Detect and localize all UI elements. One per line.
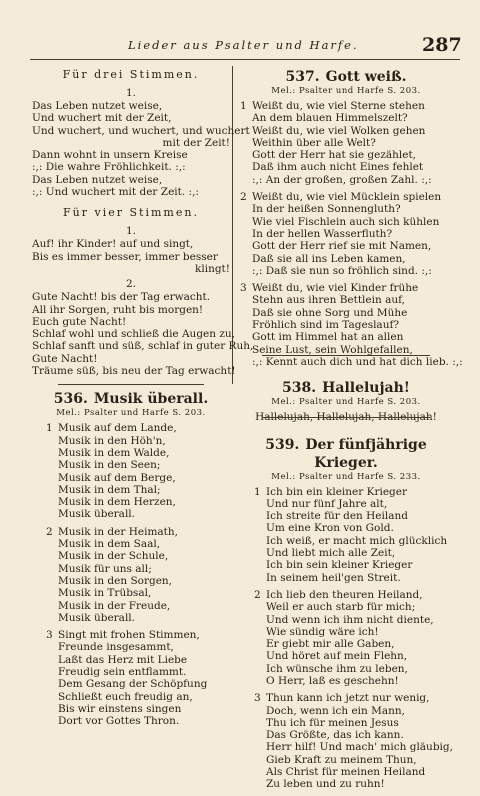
verse-text: Musik in den Seen; xyxy=(58,459,161,472)
verse-line xyxy=(240,614,452,626)
verse-line xyxy=(240,149,452,161)
stanza xyxy=(240,692,452,790)
hymn-539-title xyxy=(240,436,452,472)
section-rule xyxy=(262,417,430,418)
verse-line xyxy=(32,703,230,715)
hymn-536-stanzas xyxy=(32,422,230,727)
verse-line xyxy=(240,559,452,571)
verse-text: Freudig sein entflammt. xyxy=(58,665,187,678)
section-heading-four-voices: Für vier Stimmen. xyxy=(63,206,199,220)
verse-text: Um eine Kron von Gold. xyxy=(266,522,394,535)
stanza xyxy=(32,422,230,520)
verse-text: Und nur fünf Jahre alt, xyxy=(266,497,388,510)
verse-text: Musik überall. xyxy=(58,508,135,521)
text-line: Und wuchert, und wuchert, und wuchert xyxy=(32,124,250,137)
verse-line xyxy=(240,638,452,650)
verse-text: Musik auf dem Berge, xyxy=(58,471,176,484)
verse-line xyxy=(240,137,452,149)
verse-text: Und höret auf mein Flehn, xyxy=(266,650,408,663)
text-line: Und wuchert mit der Zeit, xyxy=(32,112,172,125)
verse-text: Weithin über alle Welt? xyxy=(252,136,376,149)
text-line: Gute Nacht! xyxy=(32,352,98,365)
verse-line xyxy=(32,472,230,484)
hymn-name: Hallelujah! xyxy=(322,380,410,397)
stanza-number: 2 xyxy=(46,525,53,538)
verse-text: Dort vor Gottes Thron. xyxy=(58,715,180,728)
verse-text: Daß sie all ins Leben kamen, xyxy=(252,252,406,265)
verse-text: Freunde insgesammt, xyxy=(58,641,174,654)
page-number: 287 xyxy=(422,34,462,56)
verse-text: :,: An der großen, großen Zahl. :,: xyxy=(252,173,432,186)
verse-number: 1. xyxy=(125,225,137,238)
song-four-voices-1 xyxy=(32,238,230,275)
verse-line xyxy=(240,663,452,675)
verse-text: Weißt du, wie viel Sterne stehen xyxy=(252,100,425,112)
verse-text: Laßt das Herz mit Liebe xyxy=(58,653,188,666)
text-line: Das Leben nutzet weise, xyxy=(32,100,163,112)
stanza xyxy=(240,589,452,687)
verse-text: Ich weiß, er macht mich glücklich xyxy=(266,534,448,547)
verse-text: Gott der Herr hat sie gezählet, xyxy=(252,149,417,162)
text-line: Schlaf sanft und süß, schlaf in guter Ruh, xyxy=(32,340,254,353)
verse-line xyxy=(240,125,452,137)
verse-line xyxy=(240,253,452,265)
verse-text: Musik auf dem Lande, xyxy=(58,422,177,435)
verse-line xyxy=(240,498,452,510)
verse-line xyxy=(240,161,452,173)
text-line: Bis es immer besser, immer besser xyxy=(32,250,218,263)
stanza xyxy=(240,100,452,186)
text-line: :,: Und wuchert mit der Zeit. :,: xyxy=(32,186,199,199)
verse-text: Er giebt mir alle Gaben, xyxy=(266,638,395,651)
verse-text: Musik in den Sorgen, xyxy=(58,574,173,587)
verse-text: Weil er auch starb für mich; xyxy=(266,601,416,614)
melody-reference: Mel.: Psalter und Harfe S. 203. xyxy=(56,408,206,419)
verse-line xyxy=(240,650,452,662)
hymn-number: 536. xyxy=(53,391,88,408)
verse-line xyxy=(240,589,452,601)
verse-line xyxy=(32,612,230,624)
verse-text: Daß ihm auch nicht Eines fehlet xyxy=(252,161,424,174)
verse-text: In der hellen Wasserfluth? xyxy=(252,227,393,240)
verse-text: Gott im Himmel hat an allen xyxy=(252,331,404,344)
stanza-number: 3 xyxy=(254,692,261,705)
verse-text: Thu ich für meinen Jesus xyxy=(266,716,399,729)
verse-text: Ich bin ein kleiner Krieger xyxy=(266,485,407,498)
verse-line xyxy=(240,692,452,704)
verse-line xyxy=(240,754,452,766)
verse-line xyxy=(240,203,452,215)
section-rule xyxy=(58,384,204,385)
verse-line xyxy=(240,319,452,331)
verse-text: Musik für uns all; xyxy=(58,562,152,575)
verse-text: Singt mit frohen Stimmen, xyxy=(58,629,200,642)
stanza xyxy=(32,629,230,727)
verse-line xyxy=(32,435,230,447)
verse-line xyxy=(32,550,230,562)
verse-text: Musik in den Höh'n, xyxy=(58,434,166,447)
verse-text: Weißt du, wie viel Wolken gehen xyxy=(252,124,426,137)
hymn-537-stanzas xyxy=(240,100,463,368)
verse-text: Seine Lust, sein Wohlgefallen, xyxy=(252,343,413,356)
verse-text: Musik in dem Herzen, xyxy=(58,496,176,509)
verse-line xyxy=(240,626,452,638)
verse-number: 1. xyxy=(125,87,137,99)
verse-line xyxy=(240,572,452,584)
verse-text: Gieb Kraft zu meinem Thun, xyxy=(266,753,417,766)
verse-line xyxy=(240,282,452,294)
verse-text: :,: Kennt auch dich und hat dich lieb. :,: xyxy=(252,355,463,368)
verse-text: Musik in der Freude, xyxy=(58,599,171,612)
verse-line xyxy=(32,563,230,575)
melody-reference: Mel.: Psalter und Harfe S. 203. xyxy=(271,397,421,408)
hymn-name: Der fünfjährige Krieger. xyxy=(305,436,427,471)
verse-text: Ich wünsche ihm zu leben, xyxy=(266,662,408,675)
verse-text: Musik in dem Walde, xyxy=(58,446,170,459)
verse-line xyxy=(240,355,463,368)
verse-line xyxy=(240,510,452,522)
verse-line xyxy=(32,422,230,434)
verse-line xyxy=(32,575,230,587)
verse-line xyxy=(32,715,230,727)
verse-line xyxy=(240,675,452,687)
hymn-name: Gott weiß. xyxy=(325,69,407,85)
verse-line xyxy=(32,691,230,703)
stanza-number: 3 xyxy=(46,629,53,642)
verse-line xyxy=(32,600,230,612)
verse-line xyxy=(32,654,230,666)
verse-text: Musik in dem Saal, xyxy=(58,538,161,551)
verse-line xyxy=(32,496,230,508)
left-column xyxy=(32,68,254,732)
section-heading-three-voices: Für drei Stimmen. xyxy=(62,68,200,81)
stanza-number: 1 xyxy=(240,100,247,112)
verse-line xyxy=(240,741,452,753)
verse-text: In der heißen Sonnengluth? xyxy=(252,203,401,216)
verse-line xyxy=(32,459,230,471)
header-rule xyxy=(30,59,460,60)
verse-text: Wie viel Fischlein auch sich kühlen xyxy=(252,215,440,228)
verse-text: Das Größte, das ich kann. xyxy=(266,729,404,742)
text-line: Träume süß, bis neu der Tag erwacht! xyxy=(32,365,236,378)
song-four-voices-2 xyxy=(32,291,254,378)
verse-text: Ich lieb den theuren Heiland, xyxy=(266,588,423,601)
verse-text: Ich bin sein kleiner Krieger xyxy=(266,559,413,572)
verse-text: Stehn aus ihren Bettlein auf, xyxy=(252,294,405,307)
verse-text: Bis wir einstens singen xyxy=(58,702,182,715)
hymn-number: 537. xyxy=(285,69,320,85)
text-line: klingt! xyxy=(194,262,230,275)
verse-text: Musik in der Schule, xyxy=(58,550,169,563)
verse-text: Musik in dem Thal; xyxy=(58,483,161,496)
stanza-number: 2 xyxy=(240,191,247,204)
section-rule xyxy=(262,355,430,356)
verse-line xyxy=(32,587,230,599)
text-line: Euch gute Nacht! xyxy=(32,315,127,328)
verse-line xyxy=(240,522,452,534)
text-line: Das Leben nutzet weise, xyxy=(32,173,163,186)
stanza-number: 3 xyxy=(240,282,247,295)
hymn-538-title xyxy=(240,379,452,397)
stanza xyxy=(32,526,230,624)
verse-text: Weißt du, wie viel Kinder frühe xyxy=(252,282,419,295)
verse-line xyxy=(240,766,452,778)
running-header xyxy=(0,34,480,58)
verse-text: Und wenn ich ihm nicht diente, xyxy=(266,613,434,626)
melody-reference: Mel.: Psalter und Harfe S. 233. xyxy=(271,471,421,482)
verse-line xyxy=(240,240,452,252)
verse-text: Ich streite für den Heiland xyxy=(266,510,408,523)
stanza-number: 2 xyxy=(254,588,261,601)
text-line: :,: Die wahre Fröhlichkeit. :,: xyxy=(32,161,186,174)
verse-text: Musik überall. xyxy=(58,611,135,624)
verse-text: Schließt euch freudig an, xyxy=(58,690,193,703)
verse-line xyxy=(240,331,452,343)
verse-text: Gott der Herr rief sie mit Namen, xyxy=(252,240,432,253)
verse-line xyxy=(240,174,452,186)
verse-line xyxy=(32,447,230,459)
verse-line xyxy=(240,601,452,613)
verse-text: Und liebt mich alle Zeit, xyxy=(266,547,396,560)
verse-line xyxy=(32,678,230,690)
stanza-number: 1 xyxy=(254,485,261,498)
hymn-number: 538. xyxy=(282,380,317,397)
verse-text: Herr hilf! Und mach' mich gläubig, xyxy=(266,741,453,754)
verse-number: 2. xyxy=(125,278,137,291)
verse-line xyxy=(240,778,452,790)
verse-text: Wie sündig wäre ich! xyxy=(266,625,379,638)
verse-line xyxy=(32,508,230,520)
verse-text: :,: Daß sie nun so fröhlich sind. :,: xyxy=(252,264,432,277)
verse-text: Zu leben und zu ruhn! xyxy=(266,778,385,791)
verse-line xyxy=(32,526,230,538)
verse-line xyxy=(240,100,452,112)
hymn-539-stanzas xyxy=(240,486,452,791)
verse-text: In seinem heil'gen Streit. xyxy=(266,571,401,584)
verse-text: Dem Gesang der Schöpfung xyxy=(58,678,208,691)
text-line: All ihr Sorgen, ruht bis morgen! xyxy=(32,303,204,316)
verse-line xyxy=(240,112,452,124)
verse-text: O Herr, laß es geschehn! xyxy=(266,674,399,687)
text-line: Dann wohnt in unsern Kreise xyxy=(32,149,188,162)
verse-line xyxy=(32,538,230,550)
stanza xyxy=(240,486,452,584)
verse-line xyxy=(32,641,230,653)
stanza xyxy=(240,191,452,277)
song-three-voices xyxy=(32,100,250,199)
running-title: Lieder aus Psalter und Harfe. xyxy=(128,38,359,52)
verse-line xyxy=(240,535,452,547)
verse-text: An dem blauen Himmelszelt? xyxy=(252,112,408,125)
verse-text: Doch, wenn ich ein Mann, xyxy=(266,704,406,717)
verse-line xyxy=(32,629,230,641)
verse-line xyxy=(240,191,452,203)
verse-line xyxy=(240,294,452,306)
verse-text: Thun kann ich jetzt nur wenig, xyxy=(266,692,430,705)
verse-line xyxy=(240,717,452,729)
verse-text: Daß sie ohne Sorg und Mühe xyxy=(252,306,408,319)
text-line: Auf! ihr Kinder! auf und singt, xyxy=(32,238,194,251)
verse-line xyxy=(240,486,452,498)
verse-line xyxy=(240,228,452,240)
verse-text: Fröhlich sind im Tageslauf? xyxy=(252,319,399,332)
verse-line xyxy=(240,729,452,741)
melody-reference: Mel.: Psalter und Harfe S. 203. xyxy=(271,86,421,96)
verse-line xyxy=(32,484,230,496)
verse-line xyxy=(240,705,452,717)
text-line: Schlaf wohl und schließ die Augen zu, xyxy=(32,328,235,341)
hymn-538-line: Hallelujah, Hallelujah, Hallelujah! xyxy=(255,411,437,424)
text-line: Gute Nacht! bis der Tag erwacht. xyxy=(32,291,211,304)
verse-line xyxy=(32,666,230,678)
stanza-number: 1 xyxy=(46,422,53,435)
verse-text: Weißt du, wie viel Mücklein spielen xyxy=(252,191,442,204)
verse-line xyxy=(240,547,452,559)
verse-line xyxy=(240,216,452,228)
hymn-537-title xyxy=(240,68,452,86)
hymn-number: 539. xyxy=(265,436,300,453)
verse-text: Als Christ für meinen Heiland xyxy=(266,766,426,779)
text-line: mit der Zeit! xyxy=(162,136,230,149)
verse-line xyxy=(240,265,452,277)
verse-text: Musik in Trübsal, xyxy=(58,587,152,600)
verse-text: Musik in der Heimath, xyxy=(58,525,178,538)
hymn-name: Musik überall. xyxy=(93,391,209,408)
verse-line xyxy=(240,307,452,319)
right-column xyxy=(240,68,463,796)
hymn-536-title xyxy=(32,390,230,408)
